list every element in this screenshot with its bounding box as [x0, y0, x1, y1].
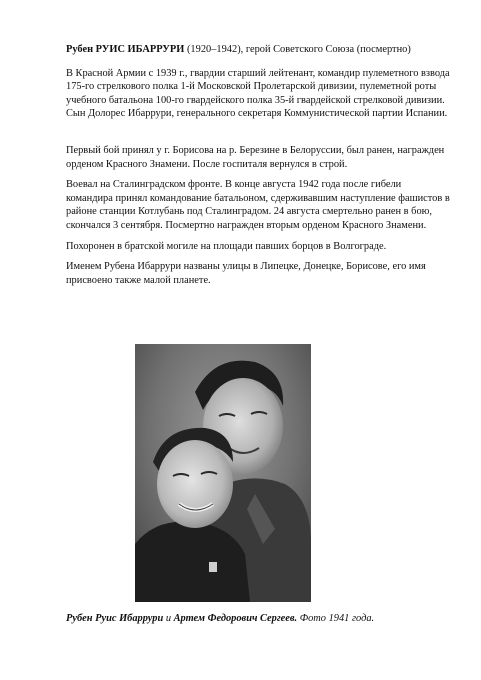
- caption-date: Фото 1941 года.: [297, 613, 375, 624]
- caption-person-1: Рубен Руис Ибаррури: [66, 613, 164, 624]
- paragraph-memory: Именем Рубена Ибаррури названы улицы в Липецке, Донецке, Борисове, его имя присвоено также малой планете.: [66, 261, 426, 286]
- paragraph-service: В Красной Армии с 1939 г., гвардии старший лейтенант, командир пулеметного взвода 175-го стрелкового полка 1-й Московской Пролетарской дивизии, пулеметной роты учебного батальона 100-го гвардейского полка 35-й гвардейской стрелковой дивизии. Сын Долорес Ибаррури, генерального секретаря Коммунистической партии Испании.: [66, 67, 450, 120]
- paragraph-first-battle: Первый бой принял у г. Борисова на р. Березине в Белоруссии, был ранен, награжден орденом Красного Знамени. После госпиталя вернулся в строй.: [66, 144, 445, 170]
- heading-details: (1920–1942), герой Советского Союза (посмертно): [184, 44, 411, 55]
- portrait-photo: [135, 344, 311, 602]
- portrait-photo-icon: [135, 344, 311, 602]
- caption-person-2: Артем Федорович Сергеев.: [173, 613, 298, 624]
- document-body: [66, 43, 450, 294]
- paragraph-burial: Похоронен в братской могиле на площади павших борцов в Волгограде.: [66, 240, 387, 252]
- document-heading: [66, 43, 450, 57]
- paragraph-stalingrad: Воевал на Сталинградском фронте. В конце августа 1942 года после гибели командира принял командование батальоном, сдерживавшим наступление фашистов в районе станции Котлубань под Сталинградом. 24 августа смертельно ранен в бою, скончался 3 сентября. Посмертно награжден вторым орденом Красного Знамени.: [66, 179, 450, 231]
- caption-and: и: [163, 613, 174, 624]
- photo-caption: [66, 612, 466, 625]
- heading-name: Рубен РУИС ИБАРРУРИ: [66, 44, 185, 55]
